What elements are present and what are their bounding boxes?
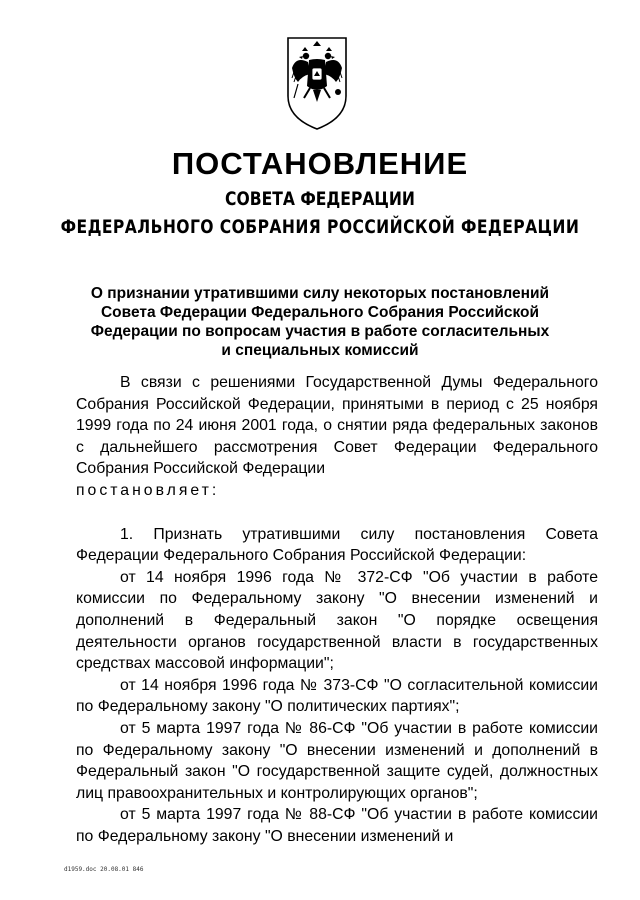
resolution-body xyxy=(76,372,598,847)
heading-line: О признании утратившими силу некоторых постановлений xyxy=(90,285,550,302)
heading-line: и специальных комиссий xyxy=(221,342,419,359)
preamble-paragraph: В связи с решениями Государственной Думы Федерального Собрания Российской Федерации, принятыми в период с 25 ноября 1999 года по 24 июня 2001 года, о снятии ряда федеральных законов с дальнейшего рассмотрения Совет Федерации Федерального Собрания Российской Федерации xyxy=(76,374,598,478)
entry-paragraph: от 14 ноября 1996 года № 372-СФ "Об участии в работе комиссии по Федеральному закону "О внесении изменений и дополнений в Федеральный закон "О порядке освещения деятельности органов государственной власти в государственных средствах массовой информации"; xyxy=(76,568,598,673)
heading-line: Совета Федерации Федерального Собрания Российской xyxy=(100,304,540,321)
state-emblem xyxy=(284,34,350,132)
document-title: ПОСТАНОВЛЕНИЕ xyxy=(171,146,469,181)
resolution-heading xyxy=(60,284,580,360)
file-reference-note: d1959.doc 20.08.01 846 xyxy=(64,866,144,873)
issuer-line-2: ФЕДЕРАЛЬНОГО СОБРАНИЯ РОССИЙСКОЙ ФЕДЕРАЦИИ xyxy=(60,216,580,238)
entry-paragraph: от 5 марта 1997 года № 86-СФ "Об участии в работе комиссии по Федеральному закону "О внесении изменений и дополнений в Федеральный закон "О государственной защите судей, должностных лиц правоохранительных и контролирующих органов"; xyxy=(76,719,598,802)
item-1-paragraph: 1. Признать утратившими силу постановления Совета Федерации Федерального Собрания Российской Федерации: xyxy=(76,525,598,565)
entry-paragraph: от 5 марта 1997 года № 88-СФ "Об участии в работе комиссии по Федеральному закону "О внесении изменений и xyxy=(76,806,598,845)
heading-line: Федерации по вопросам участия в работе согласительных xyxy=(90,323,550,340)
resolves-word: постановляет: xyxy=(76,481,220,499)
double-headed-eagle-icon xyxy=(284,34,350,132)
issuer-line-1: СОВЕТА ФЕДЕРАЦИИ xyxy=(225,188,415,210)
entry-paragraph: от 14 ноября 1996 года № 373-СФ "О согласительной комиссии по Федеральному закону "О политических партиях"; xyxy=(76,676,598,716)
